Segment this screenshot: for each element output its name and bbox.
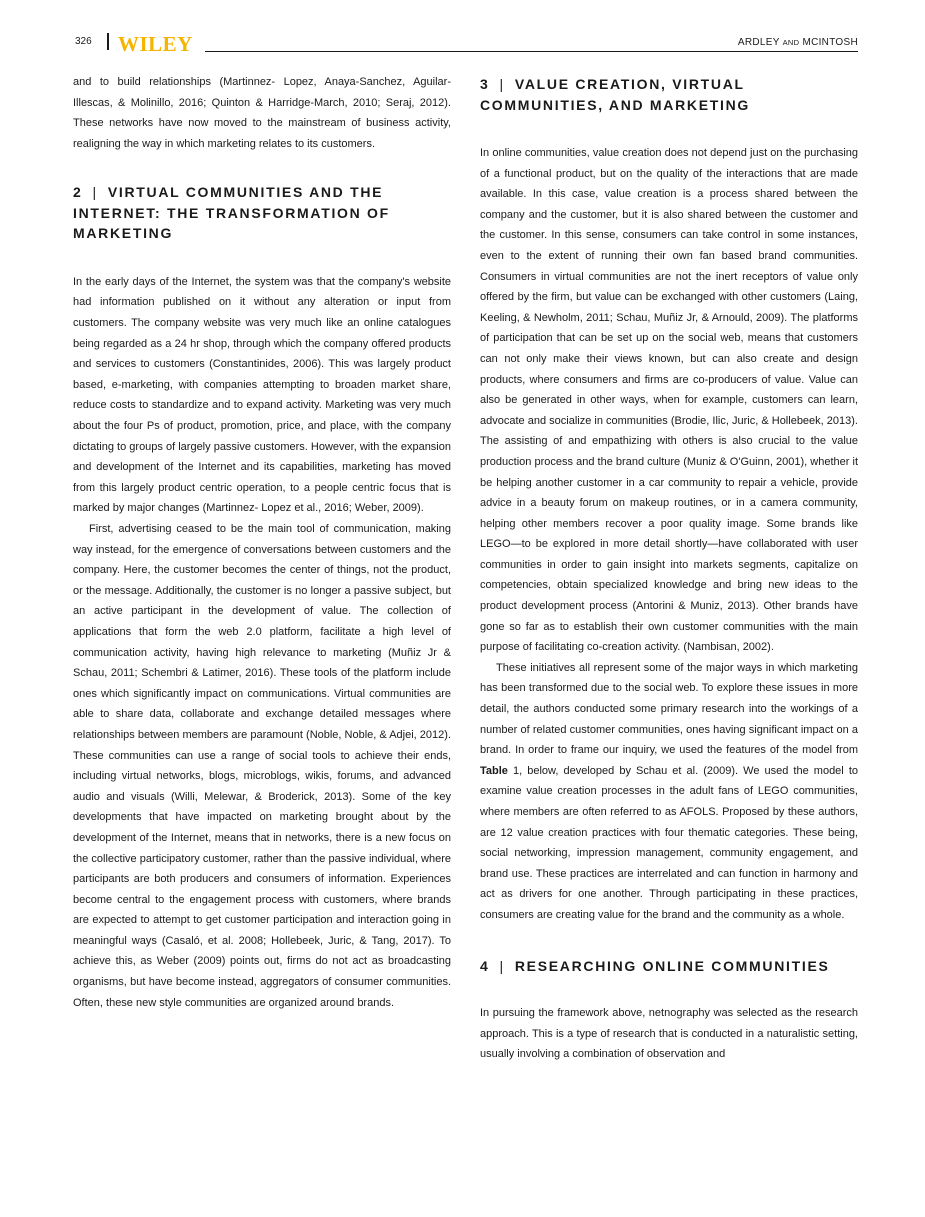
wiley-logo: WILEY bbox=[118, 32, 193, 56]
section-3-title: VALUE CREATION, VIRTUAL COMMUNITIES, AND MARKETING bbox=[480, 76, 751, 113]
section-4-separator: | bbox=[499, 957, 505, 974]
section-2-separator: | bbox=[92, 184, 98, 201]
intro-paragraph: and to build relationships (Martinnez- Lopez, Anaya-Sanchez, Aguilar-Illescas, & Molinillo, 2016; Quinton & Harridge-March, 2010; Seraj, 2012). These networks have now moved to the mainstream of business activity, realigning the way in which marketing relates to its customers. bbox=[73, 76, 451, 150]
page-number: 326 bbox=[75, 36, 92, 47]
section-4-title: RESEARCHING ONLINE COMMUNITIES bbox=[514, 957, 830, 974]
table-reference-link[interactable]: Table bbox=[480, 764, 508, 777]
section-3-paragraph-2 bbox=[480, 658, 858, 926]
section-4-heading bbox=[480, 956, 858, 977]
section-3-paragraph-2-part-a: These initiatives all represent some of the major ways in which marketing has been transformed due to the social web. To explore these issues in more detail, the authors conducted some primary research into the workings of a number of related customer communities, ones having significant impact on a brand. In order to frame our inquiry, we used the features of the model from bbox=[480, 661, 858, 757]
section-2-title: VIRTUAL COMMUNITIES AND THE INTERNET: THE TRANSFORMATION OF MARKETING bbox=[73, 184, 390, 242]
section-3-paragraph-2-part-b: 1, below, developed by Schau et al. (2009). We used the model to examine value creation processes in the adult fans of LEGO communities, where members are often referred to as AFOLS. Proposed by these authors, are 12 value creation practices with four thematic categories. These being, social networking, impression management, community engagement, and brand use. These practices are interrelated and can function in harmony and act as drivers for one another. Through participating in these practices, consumers are creating value for the brand and the community as a whole. bbox=[480, 764, 858, 921]
section-4-number: 4 bbox=[480, 957, 490, 974]
header-rule bbox=[205, 51, 858, 52]
page-header bbox=[0, 0, 925, 60]
section-3-separator: | bbox=[499, 76, 505, 92]
section-2-paragraph-2: First, advertising ceased to be the main tool of communication, making way instead, for the emergence of conversations between customers and the company. Here, the customer becomes the center of things, not the product, or the message. Additionally, the customer is no longer a passive subject, but an active participant in the development of value. The collection of applications that form the web 2.0 platform, facilitate a high level of communication activity, having high relevance to marketing (Muñiz Jr & Schau, 2011; Schembri & Latimer, 2016). These tools of the platform include ones which significantly impact on communications. Virtual communities are able to share data, collaborate and exchange detailed messages where relationships between members are paramount (Noble, Noble, & Adjei, 2012). These communities can use a range of social tools to achieve their ends, including virtual networks, blogs, microblogs, wikis, forums, and advanced audio and visuals (Willi, Melewar, & Broderick, 2013). Some of the key developments that have impacted on marketing brought about by the development of the Internet, means that in networks, there is a new focus on the collective participatory customer, rather than the passive individual, where participants are both producers and consumers of information. Experiences become central to the engagement process with customers, where brands are expected to attempt to get customer participation and interaction going in meaningful ways (Casaló, et al. 2008; Hollebeek, Juric, & Tang, 2017). To achieve this, as Weber (2009) points out, firms do not act as broadcasting organisms, but have become instead, aggregators of consumer communities. Often, these new style communities are organized around brands. bbox=[73, 523, 451, 1009]
running-head-author-b: MCINTOSH bbox=[802, 37, 858, 48]
running-head-and: AND bbox=[782, 38, 800, 47]
section-2-paragraph-1: In the early days of the Internet, the system was that the company's website had information published on it without any alteration or input from customers. The company website was very much like an online catalogues being regarded as a 24 hr shop, through which the company offered products and services to customers (Constantinides, 2006). This was largely product based, e-marketing, with companies attempting to broaden market share, reduce costs to standardize and to expand activity. Marketing was very much about the four Ps of product, promotion, price, and place, with the company dictating to groups of largely passive customers. However, with the expansion and development of the Internet and its capabilities, marketing has moved from this largely product centric operation, to a people centric focus that is marked by major changes (Martinnez- Lopez et al., 2016; Weber, 2009). bbox=[73, 275, 451, 515]
running-head-author-a: ARDLEY bbox=[737, 37, 780, 48]
section-3-paragraph-1: In online communities, value creation does not depend just on the purchasing of a functional product, but on the quality of the interactions that are made available. In this case, value creation is a process shared between the company and the customer, but it is also shared between the customer and the customer. In this sense, consumers can take control in some instances, even to the extent of running their own fan based brand communities. Consumers in virtual communities are not the inert receptors of value only offered by the firm, but value can be exchanged with other customers (Laing, Keeling, & Newholm, 2011; Schau, Muñiz Jr, & Arnould, 2009). The platforms of participation that can be set up on the social web, means that customers can not only make their views known, but can also create and design products, where consumers and firms are co-producers of value. Value can also be generated in other ways, when for example, customers can learn, advocate and socialize in communities (Brodie, Ilic, Juric, & Hollebeek, 2013). The assisting of and empathizing with others is also crucial to the value production process and the brand culture (Muniz & O'Guinn, 2001), whether it be helping another customer in a car community to repair a vehicle, provide advice in a beauty forum on makeup routines, or in a camera community, helping other members recover a poor quality image. Some brands like LEGO—to be explored in more detail shortly—have collaborated with user communities in order to gain insight into markets segments, capitalize on competencies, obtain specialized knowledge and bring new ideas to the product development process (Antorini & Muniz, 2013). Other brands have gone so far as to establish their own customer communities with the main purpose of facilitating co-creation activity. (Nambisan, 2002). bbox=[480, 147, 858, 654]
left-column bbox=[73, 72, 451, 1013]
section-3-heading bbox=[480, 74, 858, 115]
section-4-paragraph-1: In pursuing the framework above, netnography was selected as the research approach. This is a type of research that is conducted in a naturalistic setting, usually involving a combination of observation and bbox=[480, 1007, 858, 1061]
running-head bbox=[738, 37, 858, 48]
right-column bbox=[480, 72, 858, 1065]
section-2-heading bbox=[73, 182, 451, 244]
section-2-number: 2 bbox=[73, 184, 83, 201]
section-3-number: 3 bbox=[480, 76, 490, 92]
header-divider-bar bbox=[107, 33, 109, 50]
